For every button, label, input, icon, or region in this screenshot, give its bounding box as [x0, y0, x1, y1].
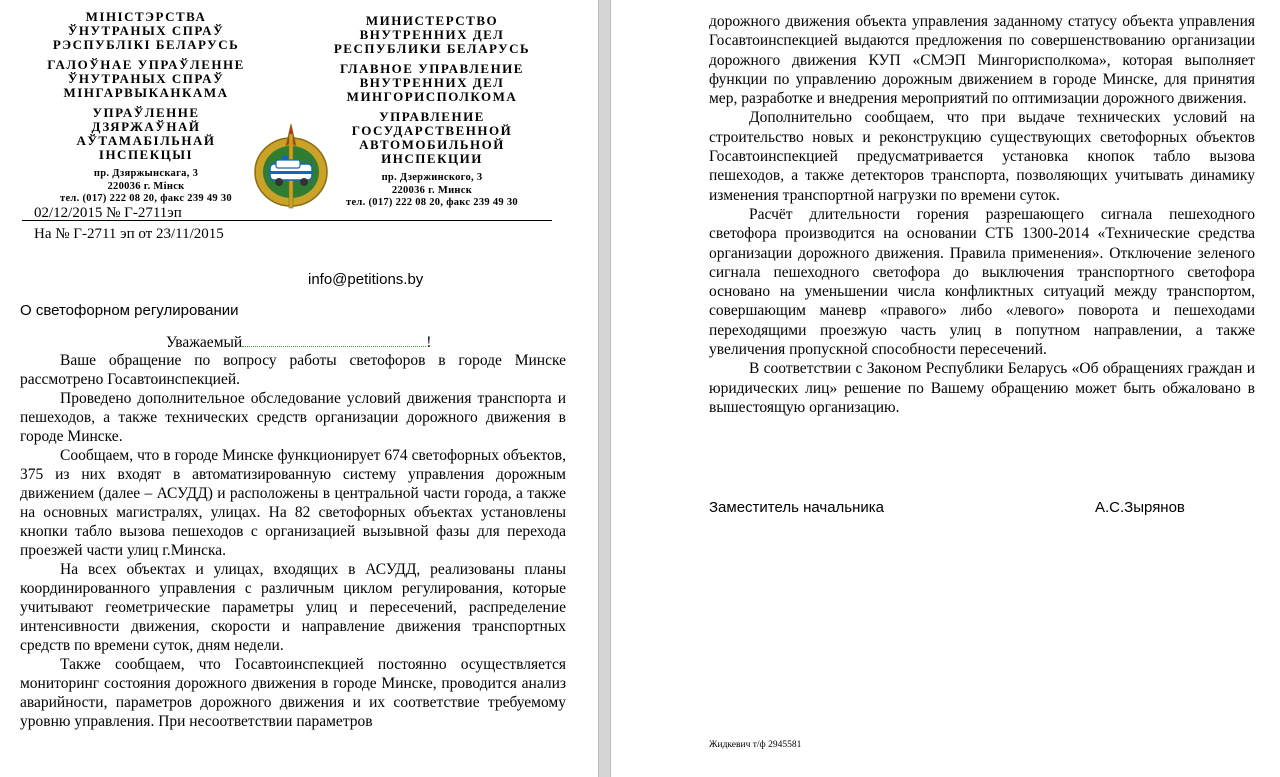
letterhead-line: РЕСПУБЛИКИ БЕЛАРУСЬ — [333, 41, 531, 56]
letterhead-line: МІНІСТЭРСТВА — [85, 9, 207, 24]
letterhead-line: ГАЛОЎНАЕ УПРАЎЛЕННЕ — [47, 57, 245, 72]
body-paragraph: Ваше обращение по вопросу работы светофоров в городе Минске рассмотрено Госавтоинспекцией. — [20, 352, 566, 388]
letterhead-address: тел. (017) 222 08 20, факс 239 49 30 — [60, 193, 232, 204]
registration-number: 02/12/2015 № Г-2711эп — [34, 205, 182, 221]
document-page-left — [0, 0, 598, 777]
document-page-right — [611, 0, 1280, 777]
letterhead-line: МІНГАРВЫКАНКАМА — [63, 85, 229, 100]
page-separator — [598, 0, 611, 777]
letterhead-line: ДЗЯРЖАЎНАЙ — [91, 119, 201, 134]
body-paragraph: Сообщаем, что в городе Минске функционирует 674 светофорных объектов, 375 из них входят в автоматизированную систему управления дорожным движением (далее – АСУДД) и расположены в центральной части города, а также на основных магистралях, улицах. На 82 светофорных объектах установлены кнопки табло вызова пешеходов с организацией вызывной фазы для перехода проезжей части улиц г.Минска. — [20, 447, 566, 559]
letterhead-belarusian — [26, 10, 266, 206]
letter-body-right — [709, 12, 1255, 417]
letterhead-line: ІНСПЕКЦЫІ — [98, 147, 194, 162]
letterhead-line: АВТОМОБИЛЬНОЙ — [359, 137, 505, 152]
letterhead-line: ВНУТРЕННИХ ДЕЛ — [359, 27, 505, 42]
letterhead-line: ГЛАВНОЕ УПРАВЛЕНИЕ — [340, 61, 524, 76]
executor-note: Жидкевич т/ф 2945581 — [709, 740, 802, 750]
letterhead-line: УПРАВЛЕНИЕ — [379, 109, 485, 124]
letterhead-line: МИНГОРИСПОЛКОМА — [346, 89, 518, 104]
recipient-name-blank — [242, 332, 426, 347]
letterhead-line: УПРАЎЛЕННЕ — [92, 105, 200, 120]
letter-subject: О светофорном регулировании — [20, 302, 239, 319]
body-paragraph: На всех объектах и улицах, входящих в АСУДД, реализованы планы координированного управления с различным циклом регулирования, которые учитывают геометрические параметры улиц и пересечений, распределение интенсивности движения, скорости и направление движения транспортных средств по времени суток, дням недели. — [20, 561, 566, 654]
letterhead-russian — [318, 14, 546, 210]
letter-body-left — [20, 351, 566, 731]
letterhead-line: ЎНУТРАНЫХ СПРАЎ — [67, 71, 225, 86]
letterhead-address: 220036 г. Минск — [391, 184, 473, 196]
body-paragraph: Дополнительно сообщаем, что при выдаче технических условий на строительство новых и реконструкцию существующих светофорных объектов Госавтоинспекцией предусматривается установка кнопок табло вызова пешеходов, а также детекторов транспорта, позволяющих учитывать динамику изменения транспортной нагрузки по времени суток. — [709, 109, 1255, 204]
body-paragraph: В соответствии с Законом Республики Беларусь «Об обращениях граждан и юридических лиц» решение по Вашему обращению может быть обжаловано в вышестоящую организацию. — [709, 360, 1255, 416]
signatory-title: Заместитель начальника — [709, 499, 885, 516]
body-paragraph: Расчёт длительности горения разрешающего сигнала пешеходного светофора производится на основании СТБ 1300-2014 «Технические средства организации дорожного движения. Правила применения». Отключение зеленого сигнала пешеходного светофора до выключения транспортного светофора основано на уменьшении числа конфликтных ситуаций между транспортом, совершающим маневр «правого» либо «левого» поворота и пешеходами переходящими проезжую часть улиц в попутном направлении, а также увеличения пропускной способности пересечений. — [709, 205, 1255, 359]
letterhead-address: пр. Дзержинского, 3 — [381, 172, 483, 183]
letterhead-line: ИНСПЕКЦИИ — [381, 151, 483, 166]
letterhead-line: ЎНУТРАНЫХ СПРАЎ — [67, 23, 225, 38]
recipient-email: info@petitions.by — [308, 271, 424, 288]
reference-number: На № Г-2711 эп от 23/11/2015 — [34, 226, 224, 242]
letterhead-line: АЎТАМАБІЛЬНАЙ — [76, 133, 216, 148]
letterhead-line: ГОСУДАРСТВЕННОЙ — [351, 123, 513, 138]
letterhead-address: 220036 г. Мінск — [107, 180, 185, 192]
body-paragraph-continuation: дорожного движения объекта управления заданному статусу объекта управления Госавтоинспекцией выдаются предложения по совершенствованию организации дорожного движения КУП «СМЭП Мингорисполкома», которая выполняет функции по управлению дорожным движением в городе Минске, для принятия мер, разработке и внедрения мероприятий по оптимизации дорожного движения. — [709, 13, 1255, 108]
body-paragraph: Проведено дополнительное обследование условий движения транспорта и пешеходов, а также технических средств организации дорожного движения в городе Минске. — [20, 390, 566, 445]
letterhead-address: тел. (017) 222 08 20, факс 239 49 30 — [346, 197, 518, 208]
letterhead-line: ВНУТРЕННИХ ДЕЛ — [359, 75, 505, 90]
letterhead-line: РЭСПУБЛІКІ БЕЛАРУСЬ — [52, 37, 240, 52]
salutation-prefix: Уважаемый — [166, 334, 243, 351]
signatory-name: А.С.Зырянов — [1095, 499, 1185, 516]
header-divider — [22, 220, 552, 221]
salutation-suffix: ! — [426, 334, 432, 351]
body-paragraph: Также сообщаем, что Госавтоинспекцией постоянно осуществляется мониторинг состояния дорожного движения в городе Минске, проводится анализ аварийности, параметров дорожного движения и их соответствие требуемому уровню управления. При несоответствии параметров — [20, 656, 566, 730]
letterhead-line: МИНИСТЕРСТВО — [365, 13, 499, 28]
letterhead-address: пр. Дзяржынскага, 3 — [93, 168, 199, 179]
salutation — [166, 332, 431, 352]
